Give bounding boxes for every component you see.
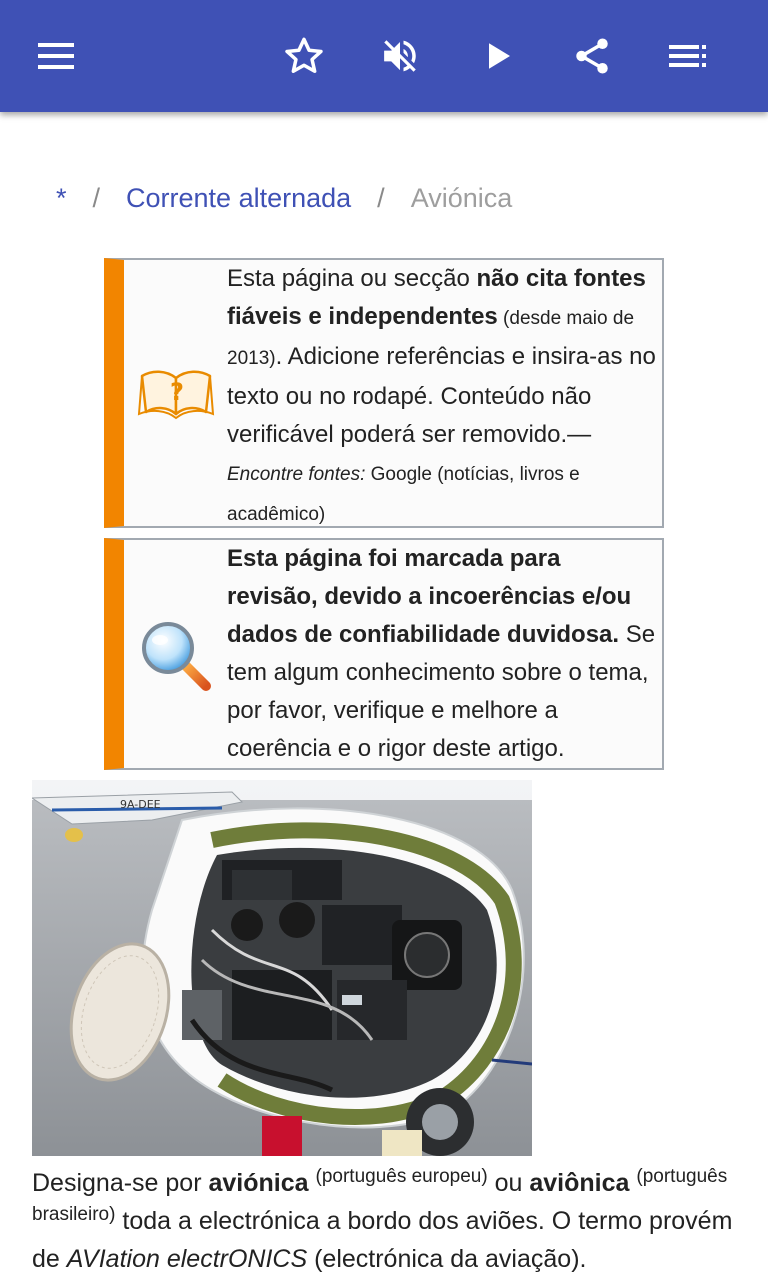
play-icon — [480, 38, 516, 74]
variant-note-br: (português brasileiro) — [32, 1166, 728, 1225]
review-notice-text: Esta página foi marcada para revisão, devido a incoerências e/ou dados de confiabilidade duvidosa. Se tem algum conhecimento sobre o tema, por favor, verifique e melhore a coerência e o rigor deste artigo. — [227, 545, 656, 762]
magnifier-icon — [136, 616, 216, 696]
menu-icon — [36, 36, 76, 76]
term-avionica-pt: aviónica — [208, 1169, 309, 1197]
mute-button[interactable] — [372, 28, 428, 84]
favorite-button[interactable] — [276, 28, 332, 84]
share-icon — [571, 35, 613, 77]
app-bar — [0, 0, 768, 112]
search-links[interactable]: Google (notícias, livros e acadêmico) — [227, 464, 580, 525]
etymology-term: AVIation electrONICS — [66, 1245, 308, 1273]
article-intro: Designa-se por aviónica $^{(português europeu)}$ ou aviônica $^{(português brasileiro)}$ toda a electrónica a bordo dos aviões. O termo provém de AVIation electrONICS (electrónica da aviação). — [32, 1166, 733, 1273]
volume-off-icon — [379, 35, 421, 77]
menu-button[interactable] — [28, 28, 84, 84]
plane-registration: 9A-DEE — [120, 798, 161, 811]
breadcrumb-current: Aviónica — [410, 183, 513, 213]
term-avionica-br: aviônica — [529, 1169, 630, 1197]
star-icon — [283, 35, 325, 77]
book-question-icon — [136, 356, 216, 436]
breadcrumb-parent[interactable]: Corrente alternada — [126, 183, 352, 213]
contents-button[interactable] — [660, 28, 716, 84]
play-button[interactable] — [470, 28, 526, 84]
breadcrumb-home[interactable]: * — [56, 183, 67, 213]
avionics-photo[interactable] — [32, 780, 532, 1156]
breadcrumb-separator: / — [92, 183, 101, 213]
unreferenced-notice-text: Esta página ou secção não cita fontes fiáveis e independentes (desde maio de 2013). Adicione referências e insira-as no texto ou no rodapé. Conteúdo não verificável poderá ser removido.—Encontre fontes: Google (notícias, livros e acadêmico) — [227, 265, 656, 525]
variant-note-pt: (português europeu) — [315, 1166, 488, 1187]
breadcrumb-separator: / — [377, 183, 385, 213]
review-notice — [104, 538, 664, 770]
list-icon — [667, 35, 709, 77]
find-sources-label: Encontre fontes: — [227, 464, 366, 485]
breadcrumb — [56, 178, 512, 218]
share-button[interactable] — [564, 28, 620, 84]
unreferenced-notice — [104, 258, 664, 528]
svg-text:?: ? — [170, 378, 184, 406]
